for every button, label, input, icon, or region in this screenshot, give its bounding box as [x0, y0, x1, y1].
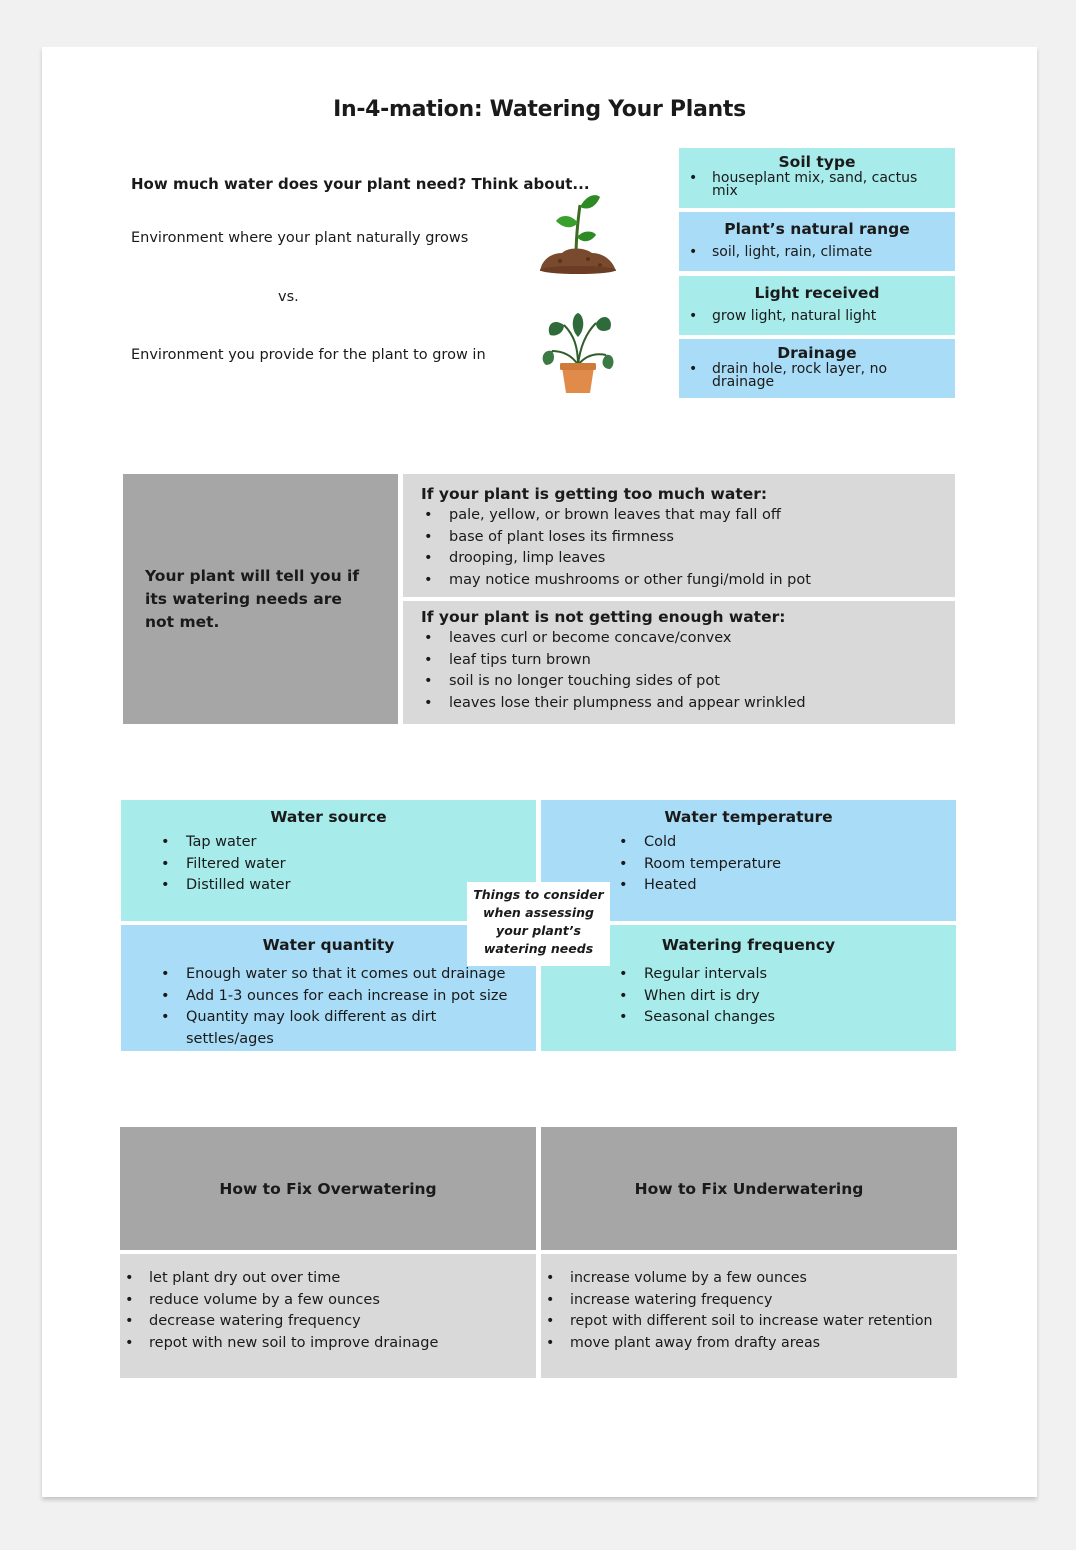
factor-soil-type	[679, 148, 955, 208]
env-provided-text: Environment you provide for the plant to grow in	[131, 347, 486, 363]
considerations-center-note: Things to consider when assessing your plant’s watering needs	[467, 882, 610, 966]
watering-frequency-item: • Regular intervals	[616, 964, 956, 986]
factor-drainage	[679, 339, 955, 398]
symptom-item: • may notice mushrooms or other fungi/mold in pot	[421, 570, 937, 592]
factor-title: Soil type	[778, 153, 856, 171]
fix-underwatering-item: • repot with different soil to increase water retention	[541, 1311, 957, 1333]
fix-overwatering-panel	[120, 1254, 536, 1378]
fix-underwatering-item: • move plant away from drafty areas	[541, 1333, 957, 1355]
fix-overwatering-item: • decrease watering frequency	[120, 1311, 536, 1333]
symptom-item: • leaves curl or become concave/convex	[421, 628, 937, 650]
fix-underwatering-item: • increase volume by a few ounces	[541, 1268, 957, 1290]
factor-light-received	[679, 276, 955, 335]
fix-overwatering-item: • reduce volume by a few ounces	[120, 1290, 536, 1312]
fix-overwatering-header: How to Fix Overwatering	[120, 1127, 536, 1250]
factor-item: • houseplant mix, sand, cactus mix	[687, 172, 947, 198]
water-temperature-item: • Cold	[616, 832, 956, 854]
fix-overwatering-item: • let plant dry out over time	[120, 1268, 536, 1290]
too-much-water-panel	[403, 474, 955, 597]
factor-title: Light received	[754, 284, 880, 302]
not-enough-water-title: If your plant is not getting enough water:	[421, 608, 786, 626]
water-temperature-title: Water temperature	[664, 808, 833, 826]
water-source-item: • Distilled water	[158, 875, 536, 897]
env-natural-text: Environment where your plant naturally grows	[131, 230, 469, 246]
fix-overwatering-item: • repot with new soil to improve drainage	[120, 1333, 536, 1355]
too-much-water-title: If your plant is getting too much water:	[421, 485, 768, 503]
fix-underwatering-panel	[541, 1254, 957, 1378]
water-temperature-item: • Heated	[616, 875, 956, 897]
sprout-in-soil-icon	[536, 193, 620, 275]
not-enough-water-panel	[403, 601, 955, 724]
factor-title: Drainage	[777, 344, 857, 362]
fix-underwatering-header: How to Fix Underwatering	[541, 1127, 957, 1250]
water-source-title: Water source	[270, 808, 387, 826]
signs-label: Your plant will tell you if its watering needs are not met.	[123, 474, 398, 724]
factor-item: • soil, light, rain, climate	[687, 241, 947, 263]
water-source-item: • Tap water	[158, 832, 536, 854]
water-temperature-item: • Room temperature	[616, 854, 956, 876]
factor-item: • grow light, natural light	[687, 305, 947, 327]
factor-natural-range	[679, 212, 955, 271]
watering-frequency-title: Watering frequency	[661, 936, 836, 954]
symptom-item: • pale, yellow, or brown leaves that may fall off	[421, 505, 937, 527]
water-quantity-item: • Add 1-3 ounces for each increase in pot size	[158, 986, 526, 1008]
page-title: In-4-mation: Watering Your Plants	[333, 97, 746, 122]
water-quantity-item: • Enough water so that it comes out drainage	[158, 964, 526, 986]
water-quantity-title: Water quantity	[262, 936, 395, 954]
water-source-item: • Filtered water	[158, 854, 536, 876]
symptom-item: • leaves lose their plumpness and appear wrinkled	[421, 693, 937, 715]
watering-frequency-item: • When dirt is dry	[616, 986, 956, 1008]
fix-underwatering-item: • increase watering frequency	[541, 1290, 957, 1312]
potted-plant-icon	[542, 307, 614, 395]
document-page	[42, 47, 1037, 1497]
watering-frequency-item: • Seasonal changes	[616, 1007, 956, 1029]
symptom-item: • base of plant loses its firmness	[421, 527, 937, 549]
vs-text: vs.	[278, 289, 299, 305]
symptom-item: • leaf tips turn brown	[421, 650, 937, 672]
symptom-item: • soil is no longer touching sides of pot	[421, 671, 937, 693]
factor-title: Plant’s natural range	[724, 220, 910, 238]
water-quantity-item: • Quantity may look different as dirt settles/ages	[158, 1007, 526, 1050]
intro-question: How much water does your plant need? Think about...	[131, 175, 590, 193]
symptom-item: • drooping, limp leaves	[421, 548, 937, 570]
factor-item: • drain hole, rock layer, no drainage	[687, 363, 947, 389]
